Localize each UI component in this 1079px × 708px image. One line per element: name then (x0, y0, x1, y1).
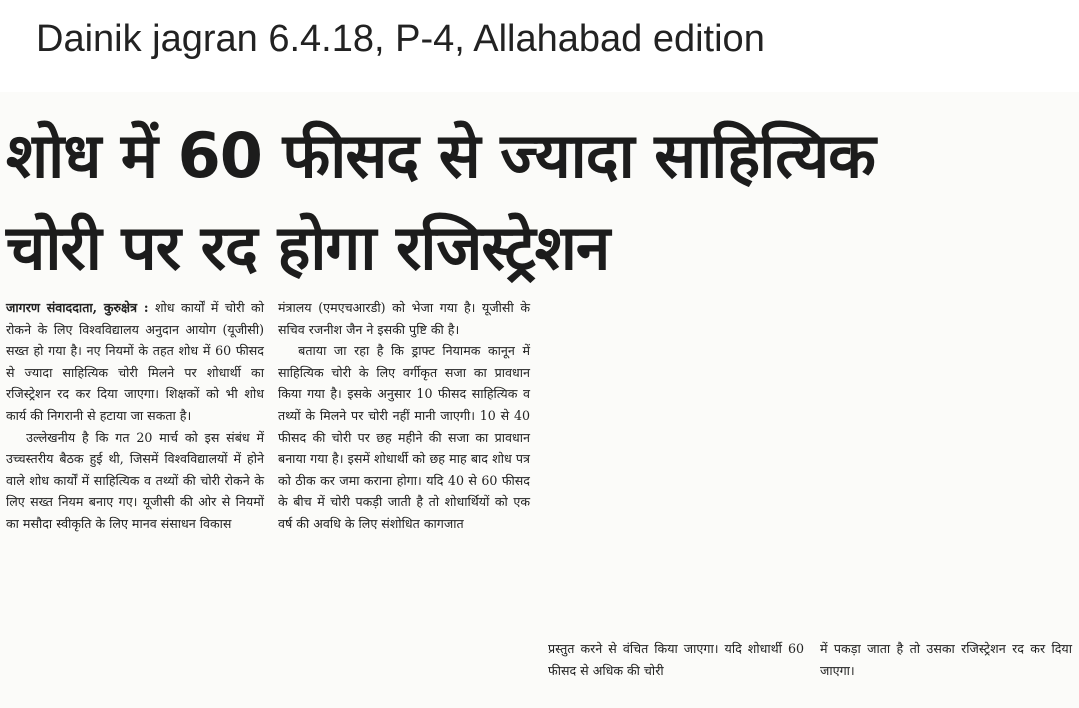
article-paragraph: उल्लेखनीय है कि गत 20 मार्च को इस संबंध में उच्चस्तरीय बैठक हुई थी, जिसमें विश्वविद्यालयों में होने वाले शोध कार्यों में साहित्यिक व तथ्यों की चोरी रोकने के लिए सख्त नियम बनाए गए। यूजीसी की ओर से नियमों का मसौदा स्वीकृति के लिए मानव संसाधन विकास (6, 429, 264, 531)
article-column-2 (278, 297, 530, 535)
article-byline: जागरण संवाददाता, कुरुक्षेत्र : (6, 300, 149, 315)
headline-line-1: शोध में 60 फीसद से ज्यादा साहित्यिक (6, 119, 875, 192)
headline-line-2: चोरी पर रद होगा रजिस्ट्रेशन (6, 211, 610, 284)
image-caption: Dainik jagran 6.4.18, P-4, Allahabad edition (36, 18, 765, 60)
article-paragraph: बताया जा रहा है कि ड्राफ्ट नियामक कानून में साहित्यिक चोरी के लिए वर्गीकृत सजा का प्रावधान किया गया है। इसके अनुसार 10 फीसद साहित्यिक व तथ्यों के मिलने पर चोरी नहीं मानी जाएगी। 10 से 40 फीसद की चोरी पर छह महीने की सजा का प्रावधान बनाया गया है। इसमें शोधार्थी को छह माह बाद शोध पत्र को ठीक कर जमा कराना होगा। यदि 40 से 60 फीसद के बीच में चोरी पकड़ी जाती है तो शोधार्थियों को एक वर्ष की अवधि के लिए संशोधित कागजात (278, 343, 530, 531)
article-paragraph: में पकड़ा जाता है तो उसका रजिस्ट्रेशन रद कर दिया जाएगा। (820, 641, 1072, 678)
paragraph-text: शोध कार्यों में चोरी को रोकने के लिए विश्वविद्यालय अनुदान आयोग (यूजीसी) सख्त हो गया है। नए नियमों के तहत शोध में 60 फीसद से ज्यादा साहित्यिक चोरी मिलने पर शोधार्थी का रजिस्ट्रेशन रद कर दिया जाएगा। शिक्षकों को भी शोध कार्य की निगरानी से हटाया जा सकता है। (6, 300, 264, 423)
article-headline (6, 110, 1066, 294)
article-column-4 (820, 638, 1072, 681)
article-paragraph: प्रस्तुत करने से वंचित किया जाएगा। यदि शोधार्थी 60 फीसद से अधिक की चोरी (548, 641, 804, 678)
article-paragraph (6, 297, 264, 427)
article-column-1 (6, 297, 264, 535)
article-paragraph: मंत्रालय (एमएचआरडी) को भेजा गया है। यूजीसी के सचिव रजनीश जैन ने इसकी पुष्टि की है। (278, 300, 530, 337)
article-column-3 (548, 638, 804, 681)
